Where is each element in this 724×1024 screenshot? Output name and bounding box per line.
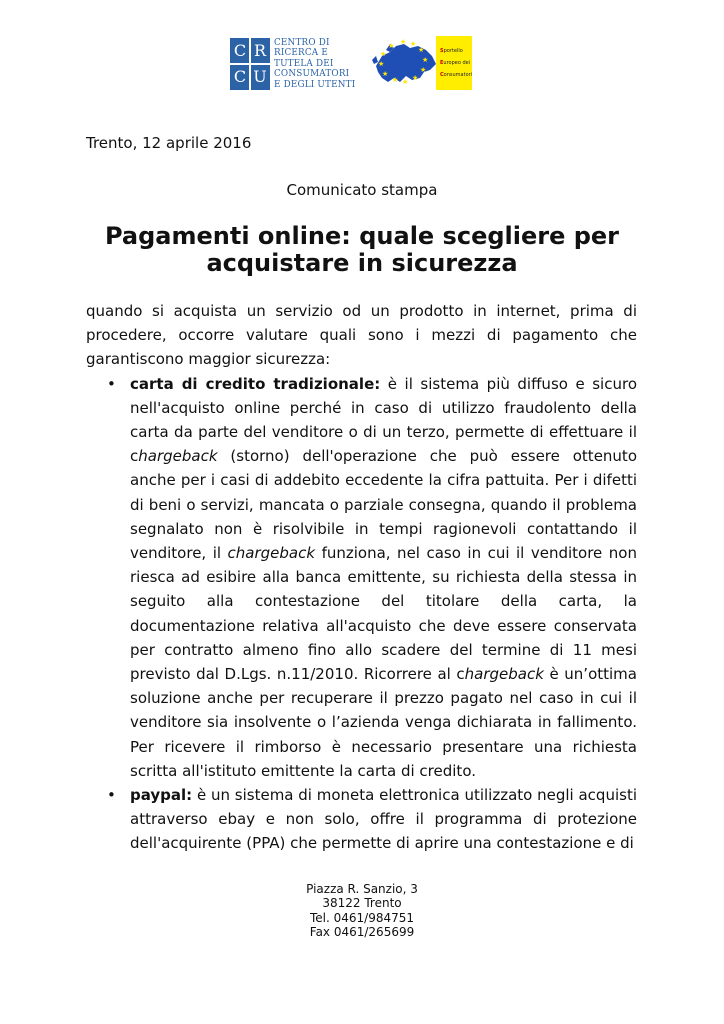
svg-text:★: ★ [410,40,417,48]
sec-logo [366,36,472,90]
crcu-letter: U [253,67,267,86]
svg-text:★: ★ [418,46,425,54]
europe-map-icon [366,36,438,90]
crcu-letter: C [233,67,247,86]
crcu-mark [230,38,270,90]
svg-text:★: ★ [412,74,419,82]
document-body [86,299,637,856]
crcu-name: CENTRO DI RICERCA E TUTELA DEI CONSUMATORI E DEGLI UTENTI [274,38,356,90]
sec-badge: Sportello Europeo dei Consumatori [436,36,472,90]
document-date: Trento, 12 aprile 2016 [86,134,252,152]
svg-text:★: ★ [388,42,395,50]
payment-methods-list [86,372,637,856]
bullet: • [107,786,116,805]
footer-address: Piazza R. Sanzio, 3 38122 Trento Tel. 0461/984751 Fax 0461/265699 [306,882,418,939]
page-title: Pagamenti online: quale scegliere per acquistare in sicurezza [104,222,620,277]
list-item-credit-card: • carta di credito tradizionale: è il sistema più diffuso e sicuro nell'acquisto online perché in caso di utilizzo fraudolento della carta da parte del venditore o di un terzo, permette di effettuare il chargeback (storno) dell'operazione che può essere ottenuto anche per i casi di addebito eccedente la cifra pattuita. Per i difetti di beni o servizi, mancata o parziale consegna, quando il problema segnalato non è risolvibile in tempi ragionevoli contattando il venditore, il chargeback funziona, nel caso in cui il venditore non riesca ad esibire alla banca emittente, su richiesta della stessa in seguito alla contestazione del titolare della carta, la documentazione relativa all'acquisto che deve essere conservata per contratto almeno fino allo scadere del termine di 11 mesi previsto dal D.Lgs. n.11/2010. Ricorrere al chargeback è un’ottima soluzione anche per recuperare il prezzo pagato nel caso in cui il venditore sia insolvente o l’azienda venga dichiarata in fallimento. Per ricevere il rimborso è necessario presentare una richiesta scritta all'istituto emittente la carta di credito. [86,372,637,783]
svg-text:★: ★ [378,60,385,68]
svg-text:★: ★ [382,70,389,78]
press-release-label: Comunicato stampa [286,181,438,199]
item-label: paypal: [130,786,193,805]
intro-paragraph: quando si acquista un servizio od un prodotto in internet, prima di procedere, occorre valutare quali sono i mezzi di pagamento che garantiscono maggior sicurezza: [86,302,637,369]
svg-text:★: ★ [400,38,407,46]
bullet: • [107,374,116,393]
crcu-letter: C [233,41,247,60]
svg-text:★: ★ [392,76,399,84]
item-label: carta di credito tradizionale: [130,374,381,393]
list-item-paypal: • paypal: è un sistema di moneta elettronica utilizzato negli acquisti attraverso ebay e non solo, offre il programma di protezione dell'acquirente (PPA) che permette di aprire una contestazione e di [86,783,637,856]
svg-text:★: ★ [422,56,429,64]
svg-text:★: ★ [402,78,409,86]
letterhead [230,36,480,92]
crcu-logo [230,38,356,90]
svg-text:★: ★ [380,50,387,58]
crcu-letter: R [253,41,267,60]
svg-text:★: ★ [420,66,427,74]
